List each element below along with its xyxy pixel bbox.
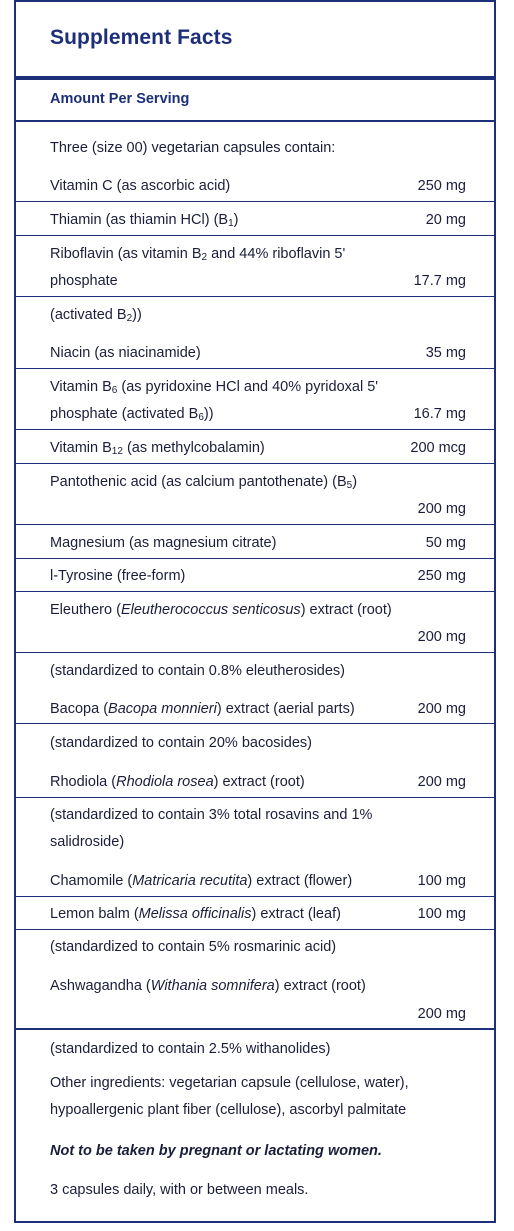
ashwagandha-standardization: (standardized to contain 2.5% withanolides) (50, 1041, 331, 1057)
nutrient-name-vitamin-b6: Vitamin $B_6$ (as pyridoxine HCl and 40% pyridoxal 5' (50, 379, 379, 396)
nutrient-amount-lemon-balm: 100 mg (417, 906, 466, 922)
nutrient-name-ashwagandha: Ashwagandha (Withania somnifera) extract (root) (50, 978, 366, 994)
nutrient-name-vitamin-b6-cont: phosphate (activated $B_6$)) (50, 406, 214, 423)
nutrient-amount-vitamin-b12: 200 mcg (410, 440, 466, 456)
nutrient-name-riboflavin: Riboflavin (as vitamin $B_2$ and 44% riboflavin 5' (50, 246, 346, 263)
directions-text: 3 capsules daily, with or between meals. (50, 1182, 309, 1198)
bacopa-standardization: (standardized to contain 20% bacosides) (50, 735, 312, 751)
nutrient-amount-ashwagandha: 200 mg (417, 1006, 466, 1022)
row-divider (16, 723, 494, 724)
rhodiola-standardization: (standardized to contain 3% total rosavins and 1% (50, 807, 373, 823)
heading-divider (16, 120, 494, 122)
row-divider (16, 235, 494, 236)
amount-per-serving-heading: Amount Per Serving (50, 91, 190, 107)
row-divider (16, 896, 494, 897)
nutrient-name-lemon-balm: Lemon balm (Melissa officinalis) extract (leaf) (50, 906, 341, 922)
nutrient-name-chamomile: Chamomile (Matricaria recutita) extract (flower) (50, 873, 353, 889)
row-divider (16, 558, 494, 559)
row-divider (16, 296, 494, 297)
warning-text: Not to be taken by pregnant or lactating women. (50, 1143, 382, 1159)
nutrient-name-vitamin-c: Vitamin C (as ascorbic acid) (50, 178, 231, 194)
nutrient-name-pantothenic-acid: Pantothenic acid (as calcium pantothenate) $(B_5)$ (50, 474, 358, 491)
nutrient-name-niacin: Niacin (as niacinamide) (50, 345, 201, 361)
eleuthero-standardization: (standardized to contain 0.8% eleutherosides) (50, 663, 346, 679)
nutrient-amount-rhodiola: 200 mg (417, 774, 466, 790)
row-divider (16, 524, 494, 525)
nutrient-amount-vitamin-c: 250 mg (417, 178, 466, 194)
row-divider (16, 591, 494, 592)
riboflavin-note: (activated $B_2$)) (50, 307, 142, 324)
row-divider (16, 201, 494, 202)
rhodiola-standardization-cont: salidroside) (50, 834, 125, 850)
nutrient-name-rhodiola: Rhodiola (Rhodiola rosea) extract (root) (50, 774, 305, 790)
supplement-facts-panel (14, 0, 496, 1223)
nutrient-amount-eleuthero: 200 mg (417, 629, 466, 645)
other-ingredients: Other ingredients: vegetarian capsule (cellulose, water), hypoallergenic plant fiber (cellulose), ascorbyl palmitate (50, 1075, 409, 1118)
nutrient-name-magnesium: Magnesium (as magnesium citrate) (50, 535, 277, 551)
serving-intro: Three (size 00) vegetarian capsules contain: (50, 140, 336, 156)
panel-title: Supplement Facts (50, 26, 233, 49)
row-divider (16, 429, 494, 430)
nutrient-name-eleuthero: Eleuthero (Eleutherococcus senticosus) extract (root) (50, 602, 392, 618)
nutrient-name-bacopa: Bacopa (Bacopa monnieri) extract (aerial parts) (50, 701, 355, 717)
row-divider (16, 368, 494, 369)
row-divider (16, 929, 494, 930)
nutrient-amount-tyrosine: 250 mg (417, 568, 466, 584)
nutrient-name-riboflavin-cont: phosphate (50, 273, 118, 289)
nutrient-name-vitamin-b12: Vitamin $B_{12}$ (as methylcobalamin) (50, 440, 265, 457)
section-divider (16, 1028, 494, 1030)
nutrient-amount-riboflavin: 17.7 mg (413, 273, 466, 289)
nutrient-amount-magnesium: 50 mg (425, 535, 466, 551)
title-divider (16, 76, 494, 80)
nutrient-name-thiamin: Thiamin (as thiamin HCl) $(B_1)$ (50, 212, 239, 229)
lemon-balm-standardization: (standardized to contain 5% rosmarinic acid) (50, 939, 337, 955)
nutrient-amount-vitamin-b6: 16.7 mg (413, 406, 466, 422)
nutrient-amount-niacin: 35 mg (425, 345, 466, 361)
row-divider (16, 463, 494, 464)
nutrient-amount-chamomile: 100 mg (417, 873, 466, 889)
row-divider (16, 797, 494, 798)
nutrient-name-tyrosine: l-Tyrosine (free-form) (50, 568, 186, 584)
nutrient-amount-thiamin: 20 mg (425, 212, 466, 228)
nutrient-amount-pantothenic-acid: 200 mg (417, 501, 466, 517)
nutrient-amount-bacopa: 200 mg (417, 701, 466, 717)
row-divider (16, 652, 494, 653)
